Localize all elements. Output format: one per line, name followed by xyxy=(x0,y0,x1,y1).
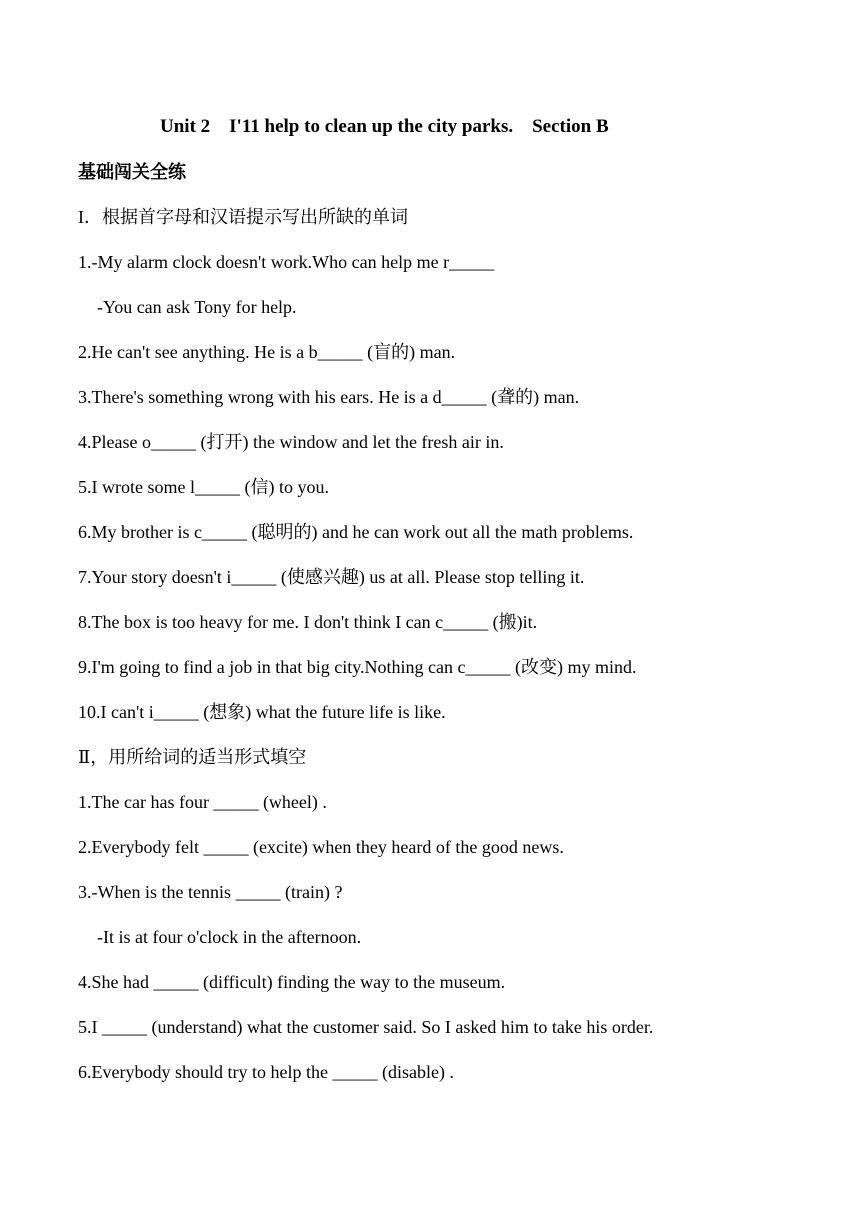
part2-heading: Ⅱ，用所给词的适当形式填空 xyxy=(78,747,307,767)
exercise-item: 2.He can't see anything. He is a b_____ (盲的) man. xyxy=(78,342,456,362)
page-title: Unit 2 I'11 help to clean up the city parks. Section B xyxy=(160,116,609,137)
section-heading: 基础闯关全练 xyxy=(78,162,186,182)
exercise-item: 4.Please o_____ (打开) the window and let the fresh air in. xyxy=(78,432,504,452)
exercise-item: 6.Everybody should try to help the _____ (disable) . xyxy=(78,1062,454,1082)
exercise-item-answer: -You can ask Tony for help. xyxy=(97,297,297,317)
exercise-item: 8.The box is too heavy for me. I don't think I can c_____ (搬)it. xyxy=(78,612,538,632)
exercise-item: 5.I _____ (understand) what the customer said. So I asked him to take his order. xyxy=(78,1017,654,1037)
exercise-item: 3.There's something wrong with his ears. He is a d_____ (聋的) man. xyxy=(78,387,580,407)
exercise-item: 7.Your story doesn't i_____ (使感兴趣) us at all. Please stop telling it. xyxy=(78,567,585,587)
exercise-item: 1.The car has four _____ (wheel) . xyxy=(78,792,327,812)
exercise-item-answer: -It is at four o'clock in the afternoon. xyxy=(97,927,362,947)
exercise-item: 1.-My alarm clock doesn't work.Who can help me r_____ xyxy=(78,252,495,272)
exercise-item: 9.I'm going to find a job in that big city.Nothing can c_____ (改变) my mind. xyxy=(78,657,637,677)
exercise-item: 2.Everybody felt _____ (excite) when they heard of the good news. xyxy=(78,837,564,857)
exercise-item: 10.I can't i_____ (想象) what the future life is like. xyxy=(78,702,446,722)
exercise-item: 4.She had _____ (difficult) finding the way to the museum. xyxy=(78,972,506,992)
part1-heading: I．根据首字母和汉语提示写出所缺的单词 xyxy=(78,207,408,227)
exercise-item: 3.-When is the tennis _____ (train) ? xyxy=(78,882,343,902)
exercise-item: 5.I wrote some l_____ (信) to you. xyxy=(78,477,329,497)
exercise-item: 6.My brother is c_____ (聪明的) and he can work out all the math problems. xyxy=(78,522,634,542)
